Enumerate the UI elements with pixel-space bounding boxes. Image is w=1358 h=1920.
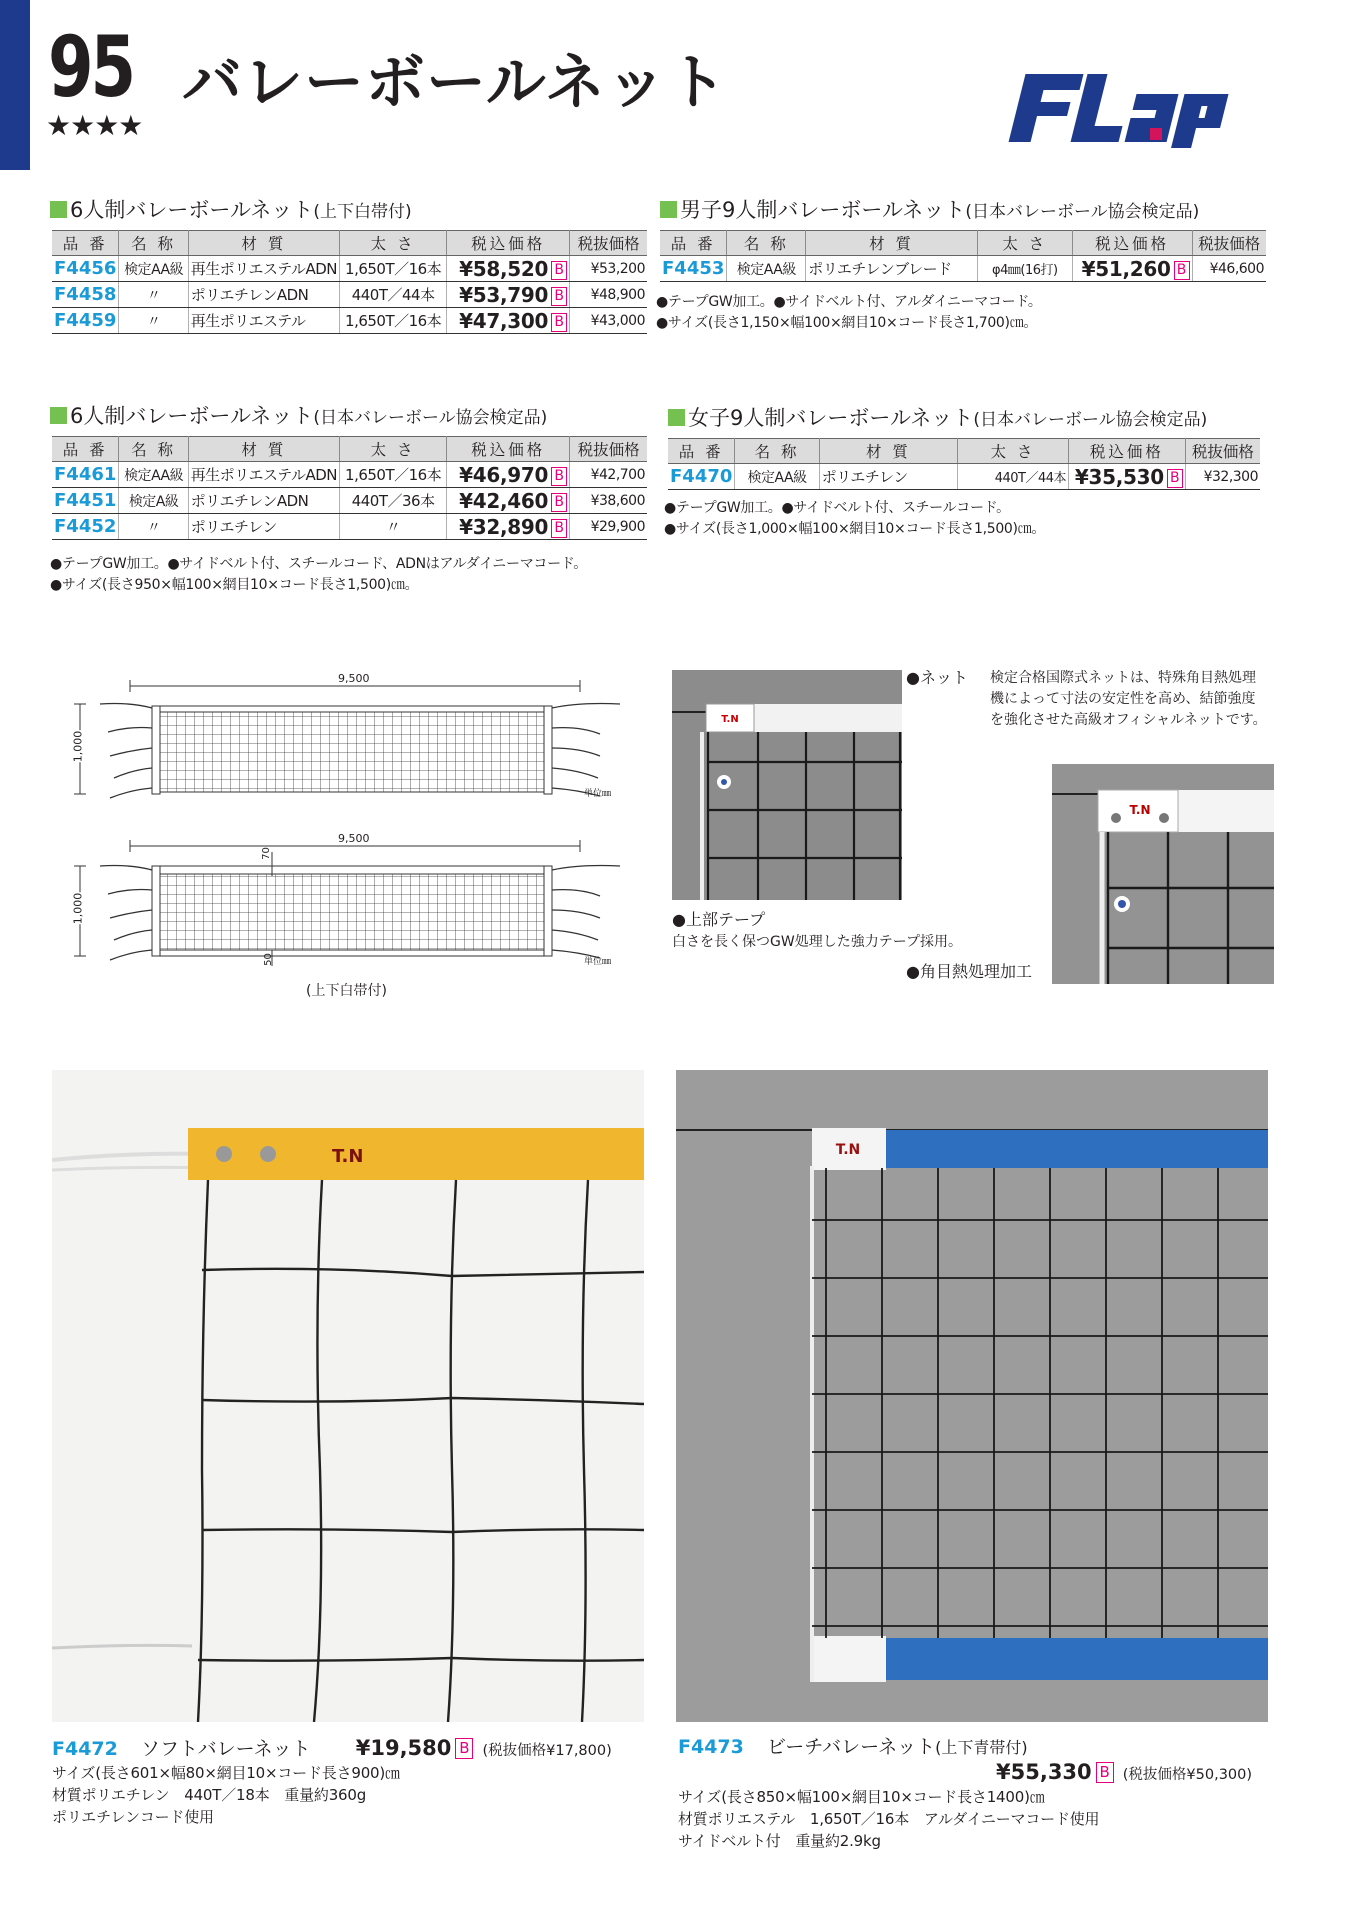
product-f4473-heading [678,1732,1028,1759]
product-thickness: 1,650T／16本 [339,308,446,334]
product-name-suffix: (上下青帯付) [935,1738,1028,1757]
product-material: 再生ポリエステルADN [188,256,339,282]
product-ex-tax: ¥29,900 [570,514,647,540]
b-badge: B [1174,261,1190,280]
product-price: ¥47,300 B [447,308,570,334]
spec-line: サイズ(長さ850×幅100×網目10×コード長さ1400)㎝ [678,1788,1045,1806]
product-thickness: 1,650T／16本 [339,256,446,282]
header-material: 材 質 [806,231,978,256]
spec-line: サイドベルト付 重量約2.9kg [678,1832,881,1850]
b-badge: B [1096,1762,1114,1783]
product-name: 検定AA級 [735,464,819,490]
net-diagram-drawing [60,832,650,972]
spec-line: 材質ポリエステル 1,650T／16本 アルダイニーマコード使用 [678,1810,1100,1828]
header-code: 品 番 [660,231,727,256]
note-line: ●サイズ(長さ950×幅100×網目10×コード長さ1,500)㎝。 [50,577,419,593]
header-price: 税込価格 [447,231,570,256]
unit-label: 単位㎜ [584,789,612,799]
product-name: 検定AA級 [119,462,188,488]
b-badge: B [551,493,567,512]
header-material: 材 質 [188,437,339,462]
table-row [52,462,647,488]
product-material: 再生ポリエステルADN [188,462,339,488]
product-code: F4472 [52,1738,118,1760]
b-badge: B [551,287,567,306]
tn-tag: T.N [721,714,739,725]
header-code: 品 番 [52,231,119,256]
product-name: 検定AA級 [727,256,806,282]
soft-volley-net-photo [52,1070,644,1722]
spec-table-6person-certified [52,436,647,540]
bottom-width-label: 50 [262,953,274,966]
product-material: ポリエチレンブレード [806,256,978,282]
tn-tag: T.N [1129,803,1151,817]
note-line: ●テープGW加工。●サイドベルト付、スチールコード、ADNはアルダイニーマコード。 [50,556,587,572]
table-row [52,256,647,282]
length-label: 9,500 [334,672,374,685]
header-name: 名 称 [727,231,806,256]
header-thickness: 太 さ [339,231,446,256]
product-ex-tax: ¥48,900 [570,282,647,308]
spec-table-6person-white [52,230,647,334]
green-square-icon [668,409,685,426]
table-row [660,256,1266,282]
page-side-bar [0,0,30,170]
product-ex-tax: ¥38,600 [570,488,647,514]
product-code: F4470 [668,464,735,490]
tape-note-text: 白さを長く保つGW処理した強力テープ採用。 [672,934,962,950]
header-material: 材 質 [188,231,339,256]
product-name: ビーチバレーネット [766,1736,936,1758]
header-ex-tax: 税抜価格 [570,231,647,256]
net-diagram-bottom [60,832,650,972]
header-price: 税込価格 [447,437,570,462]
product-price: ¥19,580 [355,1736,452,1760]
note-line: ●サイズ(長さ1,000×幅100×網目10×コード長さ1,500)㎝。 [664,521,1046,537]
note-line: ●テープGW加工。●サイドベルト付、スチールコード。 [664,500,1010,516]
product-material: ポリエチレンADN [188,282,339,308]
header-code: 品 番 [52,437,119,462]
header-ex-tax: 税抜価格 [1192,231,1266,256]
product-code: F4461 [52,462,119,488]
tn-tag: T.N [835,1142,861,1158]
product-price: ¥32,890 B [447,514,570,540]
height-label: 1,000 [71,892,85,925]
product-thickness: φ4㎜(16打) [977,256,1072,282]
header-name: 名 称 [119,437,188,462]
product-thickness: 1,650T／16本 [339,462,446,488]
product-ex-tax: (税抜価格¥17,800) [482,1743,612,1759]
table-row [52,282,647,308]
b-badge: B [551,261,567,280]
product-price: ¥53,790 B [447,282,570,308]
green-square-icon [50,407,67,424]
header-name: 名 称 [119,231,188,256]
net-note-line: 機によって寸法の安定性を高め、結節強度 [990,691,1256,707]
table-row [52,488,647,514]
product-price: ¥55,330 [996,1760,1092,1784]
product-price: ¥46,970 B [447,462,570,488]
product-name: 検定A級 [119,488,188,514]
b-badge: B [1167,469,1183,488]
b-badge: B [455,1738,473,1759]
table-row [52,514,647,540]
product-ex-tax: ¥42,700 [570,462,647,488]
green-square-icon [50,201,67,218]
header-price: 税込価格 [1069,439,1186,464]
section-title-6person-certified: 6人制バレーボールネット(日本バレーボール協会検定品) [50,402,547,432]
spec-line: ポリエチレンコード使用 [52,1808,214,1826]
net-diagram-drawing [60,672,650,802]
product-material: ポリエチレンADN [188,488,339,514]
header-ex-tax: 税抜価格 [570,437,647,462]
product-price: ¥35,530 B [1069,464,1186,490]
product-ex-tax: ¥53,200 [570,256,647,282]
header-thickness: 太 さ [339,437,446,462]
tape-detail-drawing [1052,764,1274,984]
header-thickness: 太 さ [977,231,1072,256]
beach-volley-net-photo [676,1070,1268,1722]
section-title-men9: 男子9人制バレーボールネット(日本バレーボール協会検定品) [660,196,1199,226]
product-code: F4458 [52,282,119,308]
tn-tag: T.N [332,1146,364,1167]
page-number: 95 [48,18,133,116]
net-note-label: ●ネット [906,668,968,687]
length-label: 9,500 [334,832,374,845]
soft-net-drawing [52,1070,644,1722]
product-thickness: 440T／36本 [339,488,446,514]
product-code: F4452 [52,514,119,540]
spec-table-women9 [668,438,1260,490]
product-thickness: 440T／44本 [958,464,1069,490]
product-code: F4451 [52,488,119,514]
knot-note-label: ●角目熱処理加工 [906,962,1032,981]
header-thickness: 太 さ [958,439,1069,464]
product-material: 再生ポリエステル [188,308,339,334]
spec-line: 材質ポリエチレン 440T／18本 重量約360g [52,1786,367,1804]
product-code: F4473 [678,1736,744,1758]
yellow-tape [188,1128,644,1180]
net-detail-photo [672,670,902,900]
product-code: F4453 [660,256,727,282]
product-ex-tax: ¥32,300 [1185,464,1260,490]
product-ex-tax: (税抜価格¥50,300) [1122,1767,1253,1783]
header-material: 材 質 [819,439,957,464]
beach-net-drawing [676,1070,1268,1722]
product-thickness: 〃 [339,514,446,540]
net-note-line: を強化させた高級オフィシャルネットです。 [990,712,1267,728]
product-ex-tax: ¥43,000 [570,308,647,334]
height-label: 1,000 [71,730,85,763]
product-name: ソフトバレーネット [140,1738,311,1760]
net-diagram-top [60,672,650,802]
unit-label: 単位㎜ [584,957,612,967]
product-price: ¥58,520 B [447,256,570,282]
net-note-line: 検定合格国際式ネットは、特殊角目熱処理 [990,670,1256,686]
product-price: ¥51,260 B [1072,256,1192,282]
green-square-icon [660,201,677,218]
table-row [668,464,1260,490]
note-line: ●サイズ(長さ1,150×幅100×網目10×コード長さ1,700)㎝。 [656,315,1038,331]
page-title: バレーボールネット [182,48,728,118]
tape-note-label: ●上部テープ [672,910,766,929]
header-price: 税込価格 [1072,231,1192,256]
product-name: 検定AA級 [119,256,188,282]
product-f4472-heading [52,1734,612,1761]
product-thickness: 440T／44本 [339,282,446,308]
spec-line: サイズ(長さ601×幅80×網目10×コード長さ900)㎝ [52,1764,400,1782]
b-badge: B [551,519,567,538]
product-code: F4459 [52,308,119,334]
section-title-6person-white: 6人制バレーボールネット(上下白帯付) [50,196,412,226]
tape-width-label: 70 [260,847,272,860]
product-name: 〃 [119,514,188,540]
diagram-caption: (上下白帯付) [306,983,387,999]
product-name: 〃 [119,282,188,308]
product-price: ¥42,460 B [447,488,570,514]
product-ex-tax: ¥46,600 [1192,256,1266,282]
note-line: ●テープGW加工。●サイドベルト付、アルダイニーマコード。 [656,294,1042,310]
product-material: ポリエチレン [188,514,339,540]
spec-table-men9 [660,230,1266,282]
product-name: 〃 [119,308,188,334]
header-code: 品 番 [668,439,735,464]
product-code: F4456 [52,256,119,282]
product-material: ポリエチレン [819,464,957,490]
section-title-women9: 女子9人制バレーボールネット(日本バレーボール協会検定品) [668,404,1207,434]
table-row [52,308,647,334]
header-name: 名 称 [735,439,819,464]
rating-stars: ★★★★ [46,109,143,142]
b-badge: B [551,313,567,332]
flap-logo-icon [998,64,1244,150]
tape-detail-photo [1052,764,1274,984]
b-badge: B [551,467,567,486]
product-f4473-price [996,1760,1252,1784]
net-detail-drawing [672,670,902,900]
header-ex-tax: 税抜価格 [1185,439,1260,464]
